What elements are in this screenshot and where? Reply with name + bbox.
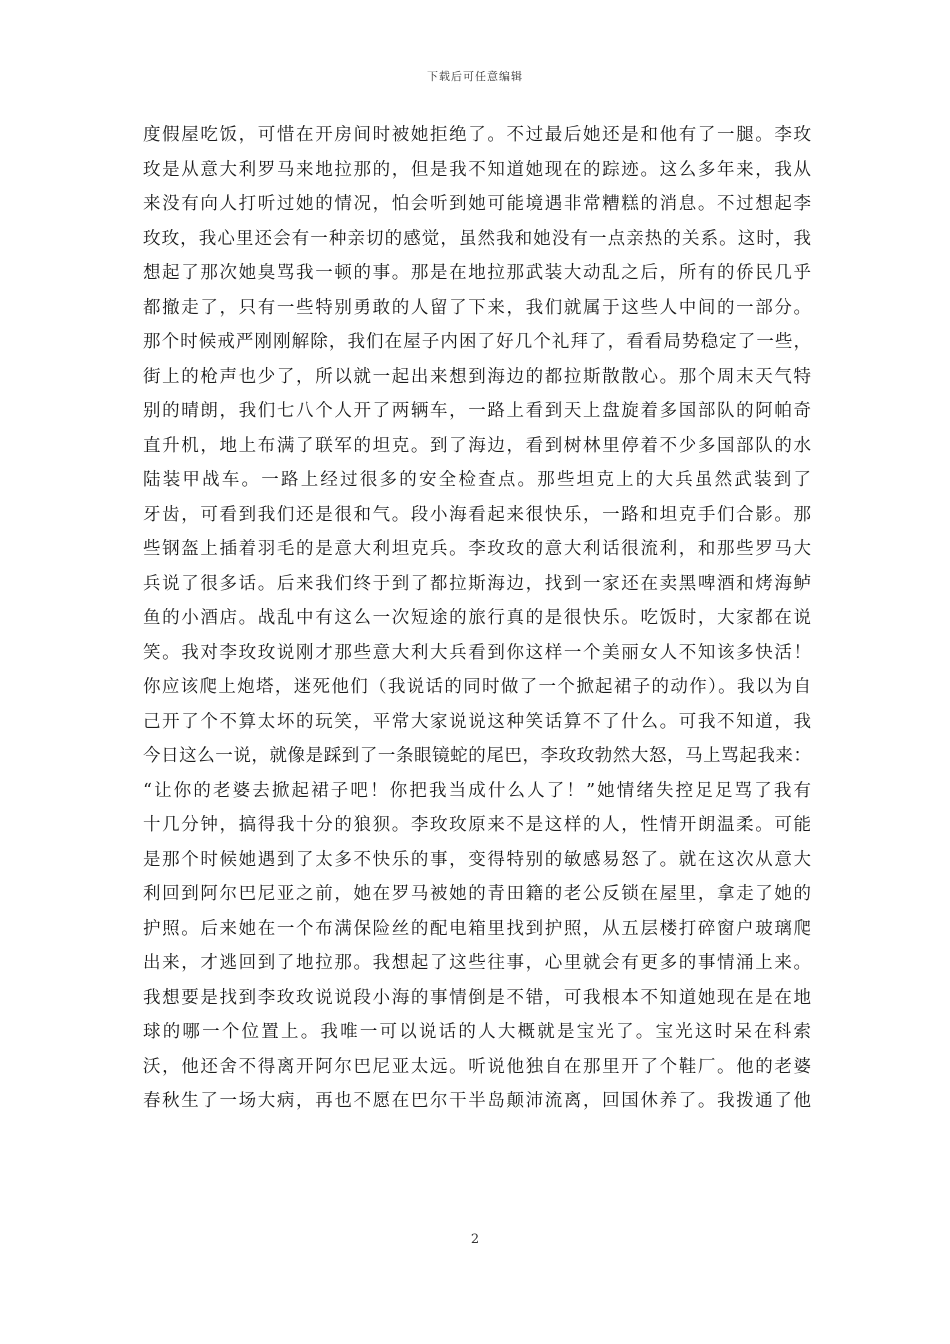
text-line: 出来，才逃回到了地拉那。我想起了这些往事，心里就会有更多的事情涌上来。 (143, 953, 811, 973)
text-line: 鱼的小酒店。战乱中有这么一次短途的旅行真的是很快乐。吃饭时，大家都在说 (143, 608, 811, 628)
text-line: 你应该爬上炮塔，迷死他们（我说话的同时做了一个掀起裙子的动作）。我以为自 (143, 677, 811, 697)
text-line: 那个时候戒严刚刚解除，我们在屋子内困了好几个礼拜了，看看局势稳定了一些， (143, 332, 811, 352)
text-line: 玫玫，我心里还会有一种亲切的感觉，虽然我和她没有一点亲热的关系。这时，我 (143, 228, 811, 249)
text-line: 利回到阿尔巴尼亚之前，她在罗马被她的青田籍的老公反锁在屋里，拿走了她的 (143, 884, 811, 904)
text-line: 牙齿，可看到我们还是很和气。段小海看起来很快乐，一路和坦克手们合影。那 (143, 504, 811, 525)
text-line: 今日这么一说，就像是踩到了一条眼镜蛇的尾巴，李玫玫勃然大怒，马上骂起我来： (143, 746, 811, 766)
text-line: 兵说了很多话。后来我们终于到了都拉斯海边，找到一家还在卖黑啤酒和烤海鲈 (143, 573, 811, 594)
text-line: 笑。我对李玫玫说刚才那些意大利大兵看到你这样一个美丽女人不知该多快活！ (143, 642, 811, 663)
text-line: 是那个时候她遇到了太多不快乐的事，变得特别的敏感易怒了。就在这次从意大 (143, 849, 811, 870)
text-line: 直升机，地上布满了联军的坦克。到了海边，看到树林里停着不少多国部队的水 (143, 435, 811, 456)
text-line: 来没有向人打听过她的情况，怕会听到她可能境遇非常糟糕的消息。不过想起李 (143, 194, 811, 214)
text-line: 陆装甲战车。一路上经过很多的安全检查点。那些坦克上的大兵虽然武装到了 (143, 470, 811, 490)
text-line: 都撤走了，只有一些特别勇敢的人留了下来，我们就属于这些人中间的一部分。 (143, 297, 811, 318)
text-line: 春秋生了一场大病，再也不愿在巴尔干半岛颠沛流离，回国休养了。我拨通了他 (143, 1091, 811, 1111)
text-line: 我想要是找到李玫玫说说段小海的事情倒是不错，可我根本不知道她现在是在地 (143, 987, 811, 1008)
text-line: 十几分钟，搞得我十分的狼狈。李玫玫原来不是这样的人，性情开朗温柔。可能 (143, 815, 811, 835)
text-line: 护照。后来她在一个布满保险丝的配电箱里找到护照，从五层楼打碎窗户玻璃爬 (143, 918, 811, 939)
text-line: 街上的枪声也少了，所以就一起出来想到海边的都拉斯散散心。那个周末天气特 (143, 366, 811, 387)
text-line: 己开了个不算太坏的玩笑，平常大家说说这种笑话算不了什么。可我不知道，我 (143, 711, 811, 732)
text-line: “让你的老婆去掀起裙子吧！你把我当成什么人了！”她情绪失控足足骂了我有 (143, 780, 811, 801)
page-header: 下载后可任意编辑 (427, 70, 523, 83)
body-text (143, 118, 811, 1119)
text-line: 别的晴朗，我们七八个人开了两辆车，一路上看到天上盘旋着多国部队的阿帕奇 (143, 401, 811, 421)
text-line: 玫是从意大利罗马来地拉那的，但是我不知道她现在的踪迹。这么多年来，我从 (143, 159, 811, 180)
text-line: 度假屋吃饭，可惜在开房间时被她拒绝了。不过最后她还是和他有了一腿。李玫 (143, 125, 811, 145)
page-number: 2 (470, 1232, 480, 1247)
text-line: 想起了那次她臭骂我一顿的事。那是在地拉那武装大动乱之后，所有的侨民几乎 (143, 263, 811, 283)
text-line: 沃，他还舍不得离开阿尔巴尼亚太远。听说他独自在那里开了个鞋厂。他的老婆 (143, 1056, 811, 1077)
text-line: 些钢盔上插着羽毛的是意大利坦克兵。李玫玫的意大利话很流利，和那些罗马大 (143, 539, 811, 559)
text-line: 球的哪一个位置上。我唯一可以说话的人大概就是宝光了。宝光这时呆在科索 (143, 1022, 811, 1042)
